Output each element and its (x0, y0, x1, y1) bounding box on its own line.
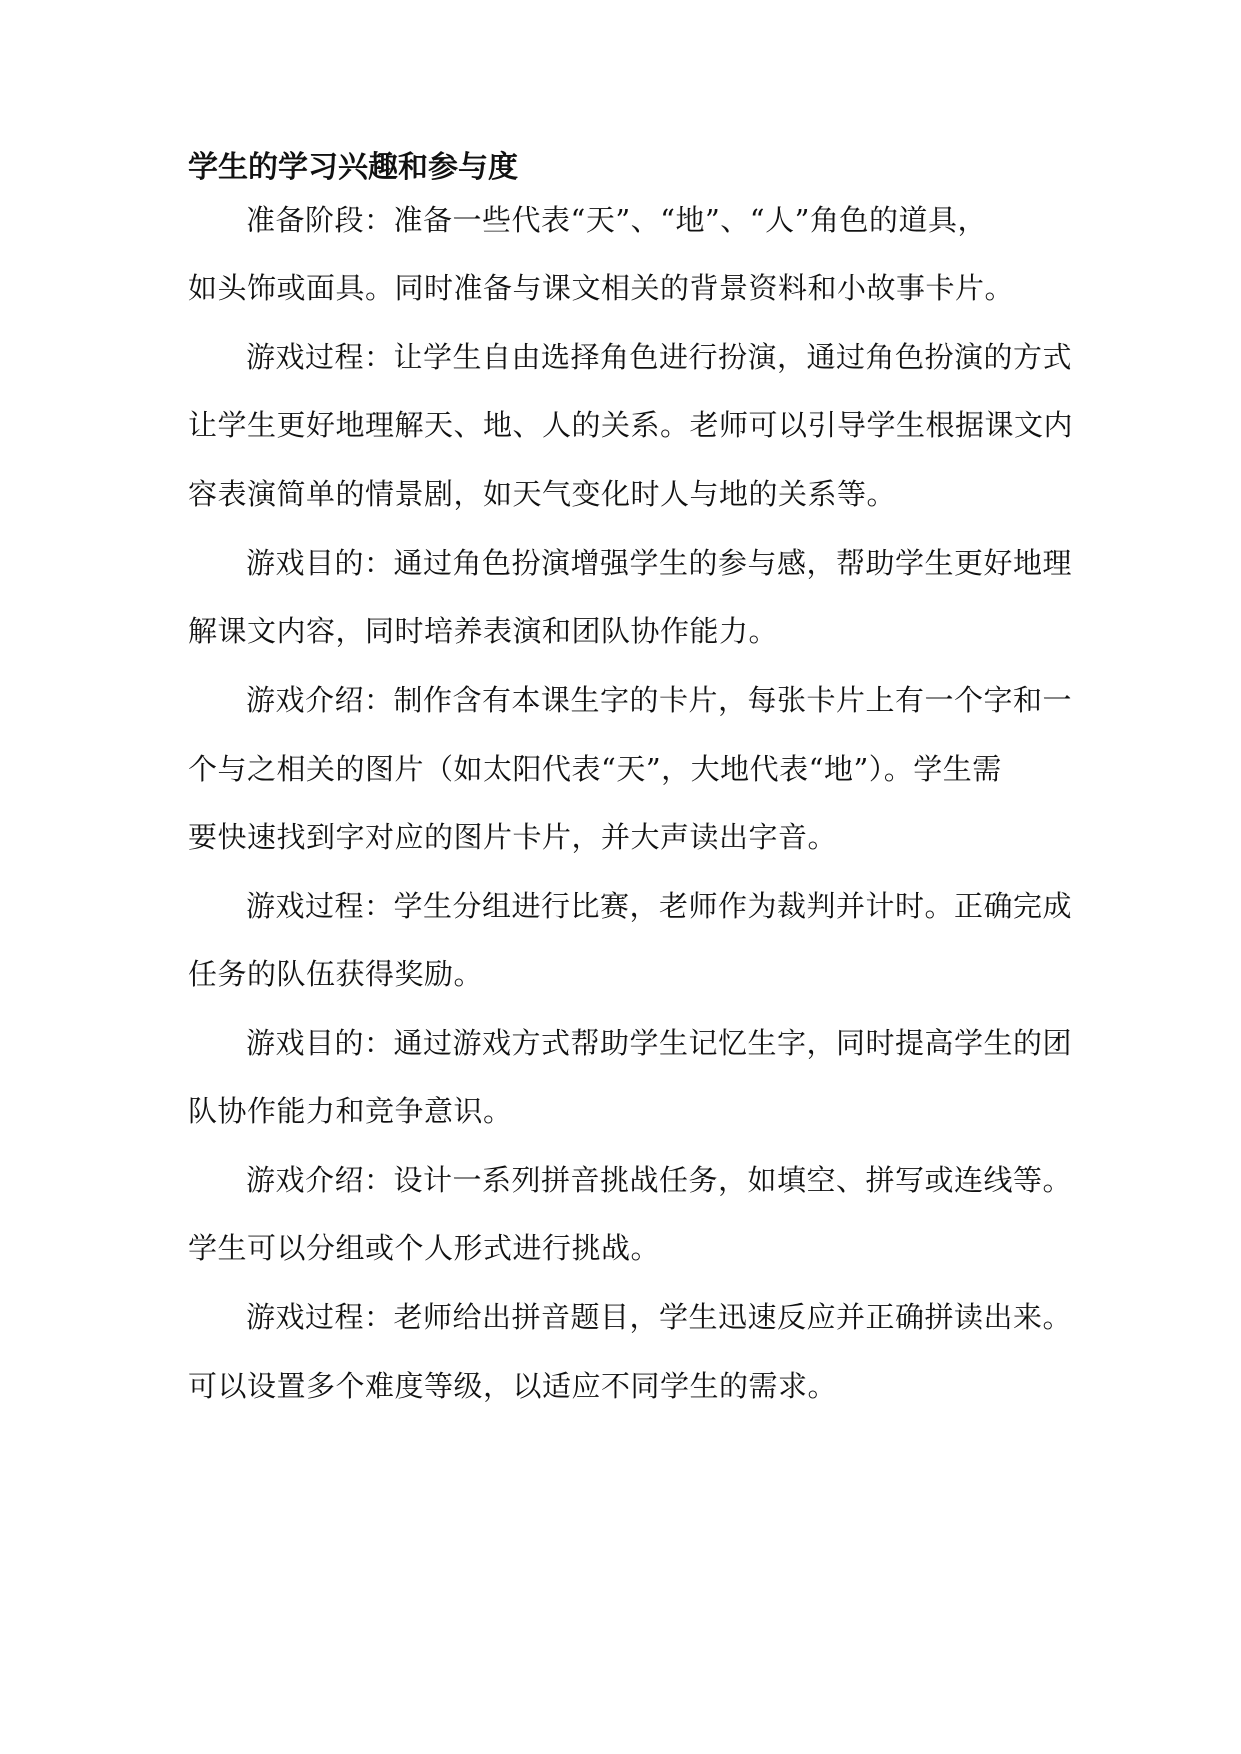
paragraph-card-intro-line-2: 个与之相关的图片（如太阳代表“天”，大地代表“地”）。学生需 (188, 752, 1002, 786)
paragraph-roleplay-process-line-1: 游戏过程：让学生自由选择角色进行扮演，通过角色扮演的方式 (246, 340, 1073, 374)
section-heading: 学生的学习兴趣和参与度 (188, 150, 518, 185)
paragraph-pinyin-process-line-1: 游戏过程：老师给出拼音题目，学生迅速反应并正确拼读出来。 (246, 1300, 1073, 1334)
paragraph-pinyin-intro-line-1: 游戏介绍：设计一系列拼音挑战任务，如填空、拼写或连线等。 (246, 1163, 1073, 1197)
paragraph-card-purpose-line-2: 队协作能力和竞争意识。 (188, 1094, 513, 1128)
paragraph-card-intro-line-1: 游戏介绍：制作含有本课生字的卡片，每张卡片上有一个字和一 (246, 683, 1073, 717)
paragraph-preparation-line-2: 如头饰或面具。同时准备与课文相关的背景资料和小故事卡片。 (188, 271, 1015, 305)
paragraph-card-process-line-1: 游戏过程：学生分组进行比赛，老师作为裁判并计时。正确完成 (246, 889, 1073, 923)
paragraph-card-purpose-line-1: 游戏目的：通过游戏方式帮助学生记忆生字，同时提高学生的团 (246, 1026, 1073, 1060)
paragraph-roleplay-process-line-2: 让学生更好地理解天、地、人的关系。老师可以引导学生根据课文内 (188, 408, 1074, 442)
paragraph-pinyin-process-line-2: 可以设置多个难度等级，以适应不同学生的需求。 (188, 1369, 838, 1403)
paragraph-pinyin-intro-line-2: 学生可以分组或个人形式进行挑战。 (188, 1231, 661, 1265)
paragraph-roleplay-purpose-line-1: 游戏目的：通过角色扮演增强学生的参与感，帮助学生更好地理 (246, 546, 1073, 580)
paragraph-card-process-line-2: 任务的队伍获得奖励。 (188, 957, 484, 991)
paragraph-preparation-line-1: 准备阶段：准备一些代表“天”、“地”、“人”角色的道具， (246, 203, 987, 237)
paragraph-card-intro-line-3: 要快速找到字对应的图片卡片，并大声读出字音。 (188, 820, 838, 854)
paragraph-roleplay-purpose-line-2: 解课文内容，同时培养表演和团队协作能力。 (188, 614, 779, 648)
paragraph-roleplay-process-line-3: 容表演简单的情景剧，如天气变化时人与地的关系等。 (188, 477, 897, 511)
